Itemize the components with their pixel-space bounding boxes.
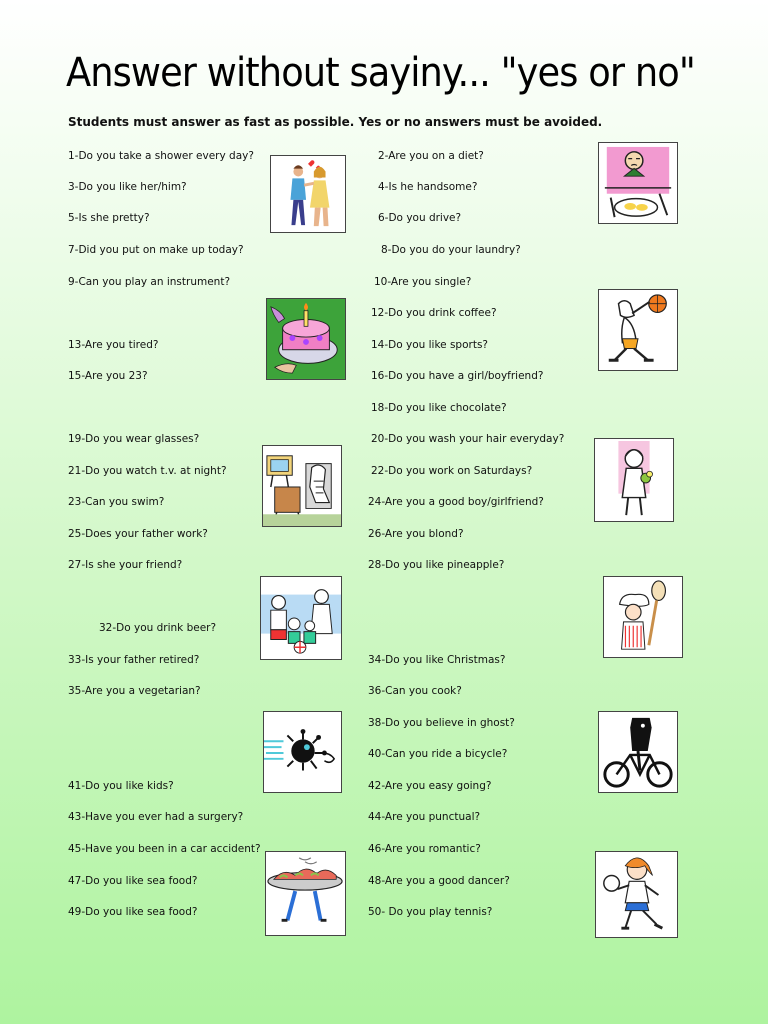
question-25: 25-Does your father work? xyxy=(68,528,208,540)
question-44: 44-Are you punctual? xyxy=(368,811,481,823)
watching-tv-clipart-icon xyxy=(262,445,342,527)
question-41: 41-Do you like kids? xyxy=(68,780,174,792)
question-8: 8-Do you do your laundry? xyxy=(381,244,521,256)
question-4: 4-Is he handsome? xyxy=(378,181,478,193)
germ-clipart-icon xyxy=(263,711,342,793)
question-33: 33-Is your father retired? xyxy=(68,654,200,666)
question-14: 14-Do you like sports? xyxy=(371,339,489,351)
question-45: 45-Have you been in a car accident? xyxy=(68,843,261,855)
question-50: 50- Do you play tennis? xyxy=(368,906,493,918)
question-49: 49-Do you like sea food? xyxy=(68,906,198,918)
question-12: 12-Do you drink coffee? xyxy=(371,307,497,319)
question-22: 22-Do you work on Saturdays? xyxy=(371,465,533,477)
seafood-platter-clipart-icon xyxy=(265,851,346,936)
question-36: 36-Can you cook? xyxy=(368,685,462,697)
question-38: 38-Do you believe in ghost? xyxy=(368,717,515,729)
question-42: 42-Are you easy going? xyxy=(368,780,492,792)
question-9: 9-Can you play an instrument? xyxy=(68,276,231,288)
question-26: 26-Are you blond? xyxy=(368,528,464,540)
question-23: 23-Can you swim? xyxy=(68,496,165,508)
question-32: 32-Do you drink beer? xyxy=(99,622,217,634)
question-13: 13-Are you tired? xyxy=(68,339,159,351)
chef-clipart-icon xyxy=(603,576,683,658)
question-24: 24-Are you a good boy/girlfriend? xyxy=(368,496,544,508)
family-clipart-icon xyxy=(260,576,342,660)
tennis-girl-clipart-icon xyxy=(595,851,678,938)
bicycle-rider-clipart-icon xyxy=(598,711,678,793)
question-19: 19-Do you wear glasses? xyxy=(68,433,200,445)
question-2: 2-Are you on a diet? xyxy=(378,150,484,162)
question-15: 15-Are you 23? xyxy=(68,370,148,382)
question-46: 46-Are you romantic? xyxy=(368,843,481,855)
question-16: 16-Do you have a girl/boyfriend? xyxy=(371,370,544,382)
question-28: 28-Do you like pineapple? xyxy=(368,559,505,571)
woman-with-flowers-clipart-icon xyxy=(594,438,674,522)
page-title: Answer without sayiny... "yes or no" xyxy=(66,50,695,96)
question-20: 20-Do you wash your hair everyday? xyxy=(371,433,565,445)
question-21: 21-Do you watch t.v. at night? xyxy=(68,465,227,477)
question-6: 6-Do you drive? xyxy=(378,212,462,224)
question-48: 48-Are you a good dancer? xyxy=(368,875,510,887)
question-1: 1-Do you take a shower every day? xyxy=(68,150,254,162)
diet-plate-clipart-icon xyxy=(598,142,678,224)
question-27: 27-Is she your friend? xyxy=(68,559,183,571)
instructions: Students must answer as fast as possible. Yes or no answers must be avoided. xyxy=(68,115,603,129)
basketball-player-clipart-icon xyxy=(598,289,678,371)
birthday-cake-clipart-icon xyxy=(266,298,346,380)
question-43: 43-Have you ever had a surgery? xyxy=(68,811,244,823)
question-10: 10-Are you single? xyxy=(374,276,472,288)
question-40: 40-Can you ride a bicycle? xyxy=(368,748,508,760)
question-47: 47-Do you like sea food? xyxy=(68,875,198,887)
question-34: 34-Do you like Christmas? xyxy=(368,654,506,666)
question-18: 18-Do you like chocolate? xyxy=(371,402,507,414)
question-35: 35-Are you a vegetarian? xyxy=(68,685,201,697)
question-5: 5-Is she pretty? xyxy=(68,212,150,224)
question-7: 7-Did you put on make up today? xyxy=(68,244,244,256)
couple-clipart-icon xyxy=(270,155,346,233)
question-3: 3-Do you like her/him? xyxy=(68,181,187,193)
